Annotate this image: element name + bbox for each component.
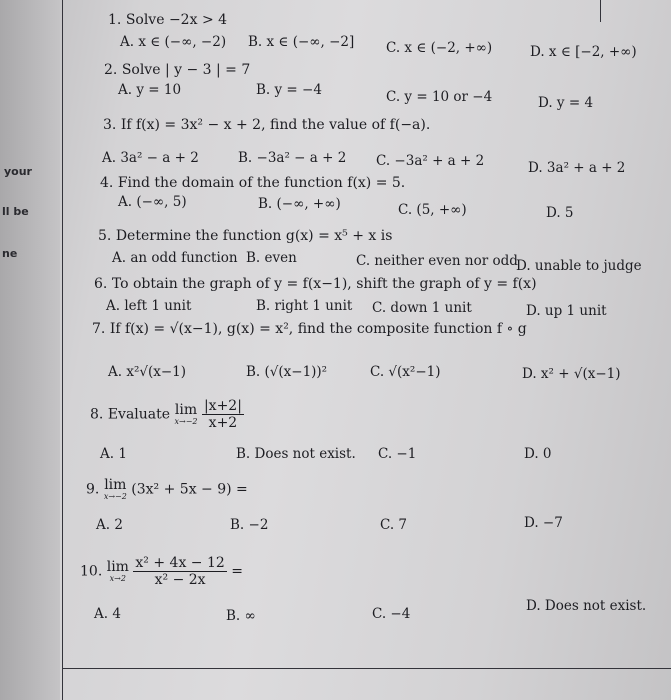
q8-option-a: A. 1 — [100, 446, 127, 462]
q8-fraction: $\frac{|x+2|}{x+2}$ — [203, 398, 242, 431]
q1-option-d: D. x ∈ [−2, +∞) — [530, 44, 637, 60]
q5-option-a: A. an odd function — [112, 250, 238, 266]
worksheet-bottom-border — [62, 668, 671, 669]
question-3: 3. If f(x) = 3x² − x + 2, find the value of f(−a). — [103, 117, 431, 133]
q4-option-b: B. (−∞, +∞) — [258, 196, 341, 212]
q5-option-c: C. neither even nor odd — [356, 253, 518, 269]
q3-option-b: B. −3a² − a + 2 — [238, 150, 347, 166]
q9-option-a: A. 2 — [96, 517, 123, 533]
q7-option-d: D. x² + √(x−1) — [522, 366, 621, 382]
q6-option-a: A. left 1 unit — [106, 298, 192, 314]
q10-option-c: C. −4 — [372, 606, 411, 622]
q10-fraction: $\frac{\text{x² + 4x − 12}}{\text{x² − 2x}}$ — [135, 555, 225, 588]
q1-option-b: B. x ∈ (−∞, −2] — [248, 34, 355, 50]
q3-option-a: A. 3a² − a + 2 — [102, 150, 199, 166]
q1-option-a: A. x ∈ (−∞, −2) — [120, 34, 227, 50]
q4-option-c: C. (5, +∞) — [398, 202, 467, 218]
question-7: 7. If f(x) = √(x−1), g(x) = x², find the composite function f ∘ g — [92, 321, 527, 337]
q5-option-b: B. even — [246, 250, 297, 266]
q7-option-b: B. (√(x−1))² — [246, 364, 328, 380]
q8-option-b: B. Does not exist. — [236, 446, 356, 462]
q10-option-b: B. ∞ — [226, 608, 256, 624]
edge-word-your: your — [4, 165, 32, 178]
q8-limit: lim x→−2 — [174, 402, 198, 426]
q9-option-b: B. −2 — [230, 517, 269, 533]
q4-option-d: D. 5 — [546, 205, 574, 221]
q8-option-c: C. −1 — [378, 446, 417, 462]
edge-word-ne: ne — [2, 247, 18, 260]
q10-option-d: D. Does not exist. — [526, 598, 647, 614]
question-10: 10. lim x→2 $\frac{\text{x² + 4x − 12}}{\text{x² − 2x}}$ = — [80, 555, 243, 588]
q6-option-b: B. right 1 unit — [256, 298, 353, 314]
question-4: 4. Find the domain of the function f(x) = 5. — [100, 175, 406, 191]
q6-option-c: C. down 1 unit — [372, 300, 472, 316]
question-8: 8. Evaluate lim x→−2 $\frac{|x+2|}{x+2}$ — [90, 398, 242, 431]
q3-option-d: D. 3a² + a + 2 — [528, 160, 626, 176]
question-9: 9. lim x→−2 (3x² + 5x − 9) = — [86, 477, 248, 501]
q4-option-a: A. (−∞, 5) — [118, 194, 187, 210]
q6-option-d: D. up 1 unit — [526, 303, 607, 319]
q9-option-d: D. −7 — [524, 515, 563, 531]
question-6: 6. To obtain the graph of y = f(x−1), shift the graph of y = f(x) — [94, 276, 537, 292]
q1-option-c: C. x ∈ (−2, +∞) — [386, 40, 493, 56]
q5-option-d: D. unable to judge — [516, 258, 642, 274]
worksheet-top-divider — [600, 0, 601, 22]
q7-option-a: A. x²√(x−1) — [108, 364, 187, 380]
question-5: 5. Determine the function g(x) = x⁵ + x is — [98, 228, 393, 244]
q10-limit: lim x→2 — [106, 559, 129, 583]
q9-limit: lim x→−2 — [103, 477, 127, 501]
q9-option-c: C. 7 — [380, 517, 408, 533]
edge-word-will-be: ll be — [2, 205, 29, 218]
page-edge-shadow — [0, 0, 60, 700]
q2-option-c: C. y = 10 or −4 — [386, 89, 493, 105]
q3-option-c: C. −3a² + a + 2 — [376, 153, 485, 169]
q8-option-d: D. 0 — [524, 446, 552, 462]
question-2: 2. Solve | y − 3 | = 7 — [104, 62, 251, 78]
worksheet-left-border — [62, 0, 63, 700]
question-1: 1. Solve −2x > 4 — [108, 12, 228, 28]
q10-option-a: A. 4 — [94, 606, 121, 622]
q2-option-a: A. y = 10 — [118, 82, 182, 98]
q7-option-c: C. √(x²−1) — [370, 364, 441, 380]
q2-option-d: D. y = 4 — [538, 95, 594, 111]
q2-option-b: B. y = −4 — [256, 82, 322, 98]
